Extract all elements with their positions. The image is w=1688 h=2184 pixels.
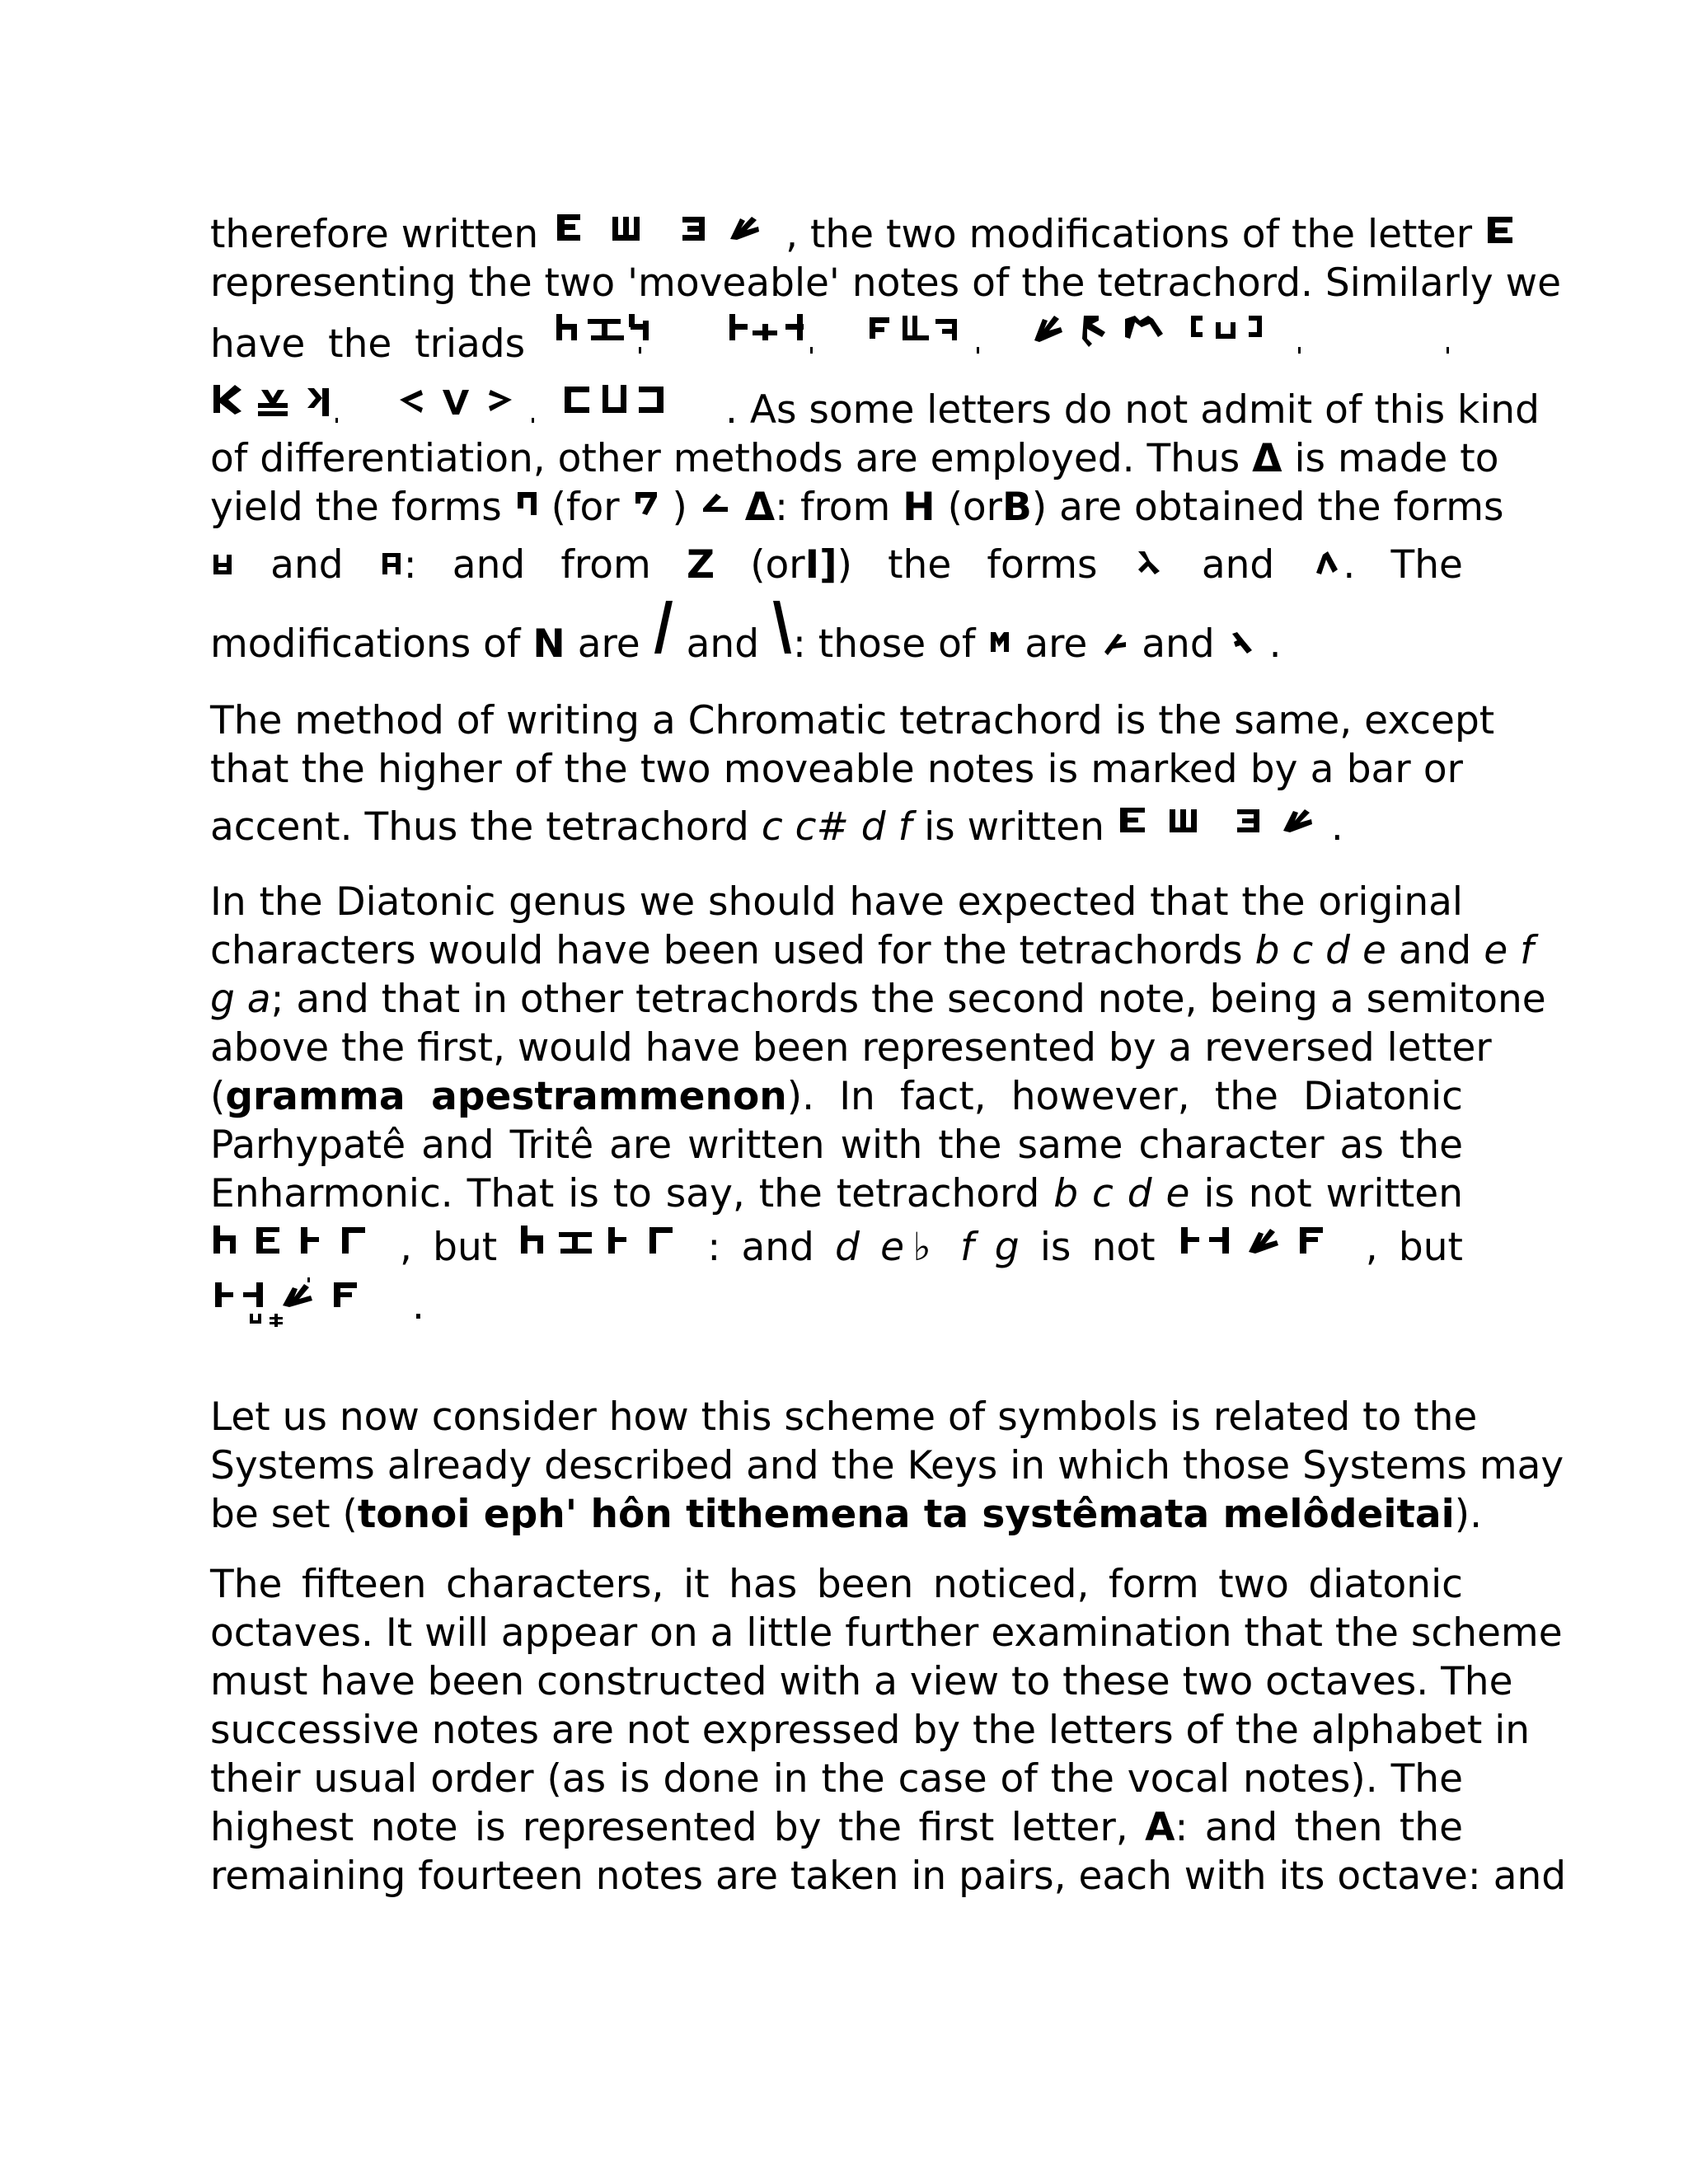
- text: ): [672, 485, 687, 530]
- term-gramma-apestrammenon: gramma apestrammenon: [225, 1074, 787, 1119]
- p1-line-1: [210, 210, 1473, 259]
- p3-line-5: [210, 1072, 1463, 1121]
- p1-line-4: [210, 380, 1540, 434]
- text: modifications of: [210, 621, 521, 667]
- text: : from: [775, 485, 891, 530]
- notation-slash-symbol: [653, 599, 674, 657]
- alpha-letter: A: [1145, 1805, 1175, 1850]
- p5-line-6: [210, 1803, 1463, 1852]
- paragraph-3: [210, 878, 1546, 1335]
- text: are: [577, 621, 640, 667]
- text: therefore written: [210, 212, 539, 257]
- p5-line-3: must have been constructed with a view to these two octaves. The: [210, 1659, 1513, 1704]
- note-f-g: f g: [960, 1225, 1020, 1270]
- p1-line-7: [210, 532, 1463, 599]
- notation-symbol: [1133, 545, 1166, 578]
- p3-line-2: [210, 926, 1534, 975]
- paragraph-1: [210, 210, 1561, 667]
- nu-letter: N: [532, 621, 565, 667]
- p3-line-6: Parhypatê and Tritê are written with the same character as the: [210, 1122, 1463, 1168]
- text: ) are obtained the forms: [1031, 485, 1504, 530]
- delta-letter: Δ: [744, 485, 776, 530]
- text: have the triads: [210, 321, 526, 367]
- text: and: [1201, 542, 1275, 588]
- notation-triads-row: [548, 307, 1463, 357]
- text: accent. Thus the tetrachord: [210, 804, 749, 850]
- notation-symbol: [379, 548, 404, 578]
- text: be set (: [210, 1492, 358, 1537]
- text: of differentiation, other methods are employed. Thus: [210, 436, 1240, 481]
- iota-letter: I]: [804, 542, 837, 588]
- text: are: [1025, 621, 1088, 667]
- text: , but: [400, 1225, 498, 1270]
- note-d: d: [835, 1225, 860, 1270]
- text: . As some letters do not admit of this kind: [724, 387, 1540, 433]
- text: and: [686, 621, 760, 667]
- p5-line-7: remaining fourteen notes are taken in pairs, each with its octave: and: [210, 1854, 1567, 1899]
- text: yield the forms: [210, 485, 502, 530]
- p3-line-3: [210, 975, 1546, 1024]
- text: and: [270, 542, 344, 588]
- p5-line-2: octaves. It will appear on a little further examination that the scheme: [210, 1610, 1563, 1656]
- tetrachord-notes: g a: [210, 977, 271, 1022]
- notation-symbol: [1227, 627, 1257, 657]
- text: (or: [947, 485, 1002, 530]
- tetrachord-notes: c c# d f: [761, 804, 912, 850]
- note-e-flat: e♭: [880, 1225, 940, 1270]
- p4-line-3: [210, 1490, 1483, 1539]
- text: is not written: [1203, 1171, 1464, 1216]
- p3-line-7: [210, 1169, 1463, 1218]
- p5-line-4: successive notes are not expressed by the letters of the alphabet in: [210, 1708, 1531, 1753]
- p3-line-4: above the first, would have been represented by a reversed letter: [210, 1025, 1492, 1071]
- text: : and then the: [1175, 1805, 1464, 1850]
- notation-symbol: [987, 627, 1012, 657]
- notation-symbol-group-with-marks: [210, 1277, 400, 1332]
- text: .: [1330, 804, 1343, 850]
- text: and: [1398, 928, 1472, 973]
- text: .: [411, 1283, 424, 1329]
- p3-line-9: [210, 1277, 1463, 1335]
- text: ; and that in other tetrachords the second note, being a semitone: [270, 977, 1546, 1022]
- notation-backslash-symbol: [771, 599, 793, 657]
- p1-line-6: [210, 483, 1504, 532]
- notation-symbol: [210, 548, 235, 578]
- text: , the two modifications of the letter: [785, 212, 1473, 257]
- text: ) the forms: [837, 542, 1098, 588]
- text: ).: [1454, 1492, 1483, 1537]
- notation-symbol-group: [518, 1221, 707, 1260]
- p2-line-2: that the higher of the two moveable notes is marked by a bar or: [210, 747, 1463, 792]
- text: (: [210, 1074, 226, 1119]
- text: (for: [551, 485, 620, 530]
- p5-line-1: The fifteen characters, it has been noticed, form two diatonic: [210, 1562, 1463, 1607]
- text: is not: [1039, 1225, 1156, 1270]
- text: is made to: [1294, 436, 1499, 481]
- text: . The: [1343, 542, 1463, 588]
- term-tonoi: tonoi eph' hôn tithemena ta systêmata melôdeitai: [357, 1492, 1455, 1537]
- text: highest note is represented by the first letter,: [210, 1805, 1128, 1850]
- text: is written: [924, 804, 1104, 850]
- notation-symbol-group: [1117, 803, 1331, 840]
- text: (or: [750, 542, 805, 588]
- notation-symbol-group: [1176, 1221, 1366, 1260]
- p2-line-1: The method of writing a Chromatic tetrachord is the same, except: [210, 698, 1495, 743]
- paragraph-4: [210, 1393, 1564, 1539]
- text: : and: [707, 1225, 814, 1270]
- notation-symbol: [514, 487, 539, 520]
- text: .: [1268, 621, 1282, 667]
- p3-line-8: [210, 1218, 1463, 1277]
- text: characters would have been used for the tetrachords: [210, 928, 1243, 973]
- notation-triads-row-2: [210, 380, 713, 423]
- notation-symbol-group: [551, 210, 773, 247]
- text: Enharmonic. That is to say, the tetrachord: [210, 1171, 1040, 1216]
- text: : and from: [403, 542, 651, 588]
- zeta-letter: Z: [686, 542, 715, 588]
- p4-line-1: Let us now consider how this scheme of symbols is related to the: [210, 1394, 1478, 1440]
- notation-symbol: [1310, 545, 1343, 578]
- beta-letter: B: [1002, 485, 1032, 530]
- paragraph-5: [210, 1560, 1567, 1900]
- p3-line-1: In the Diatonic genus we should have expected that the original: [210, 879, 1463, 925]
- text: and: [1142, 621, 1215, 667]
- text: : those of: [793, 621, 976, 667]
- p1-line-2: representing the two 'moveable' notes of the tetrachord. Similarly we: [210, 260, 1561, 306]
- tetrachord-notes: e f: [1484, 928, 1534, 973]
- p4-line-2: Systems already described and the Keys in which those Systems may: [210, 1443, 1564, 1488]
- paragraph-2: [210, 696, 1495, 861]
- p1-line-3: [210, 307, 1463, 380]
- notation-symbol-group: [210, 1221, 400, 1260]
- tetrachord-notes: b c d e: [1254, 928, 1386, 973]
- p5-line-5: their usual order (as is done in the case of the vocal notes). The: [210, 1756, 1463, 1802]
- text: ). In fact, however, the Diatonic: [786, 1074, 1463, 1119]
- p1-line-8: [210, 599, 1463, 667]
- delta-letter: Δ: [1252, 436, 1282, 481]
- notation-symbol: [632, 487, 660, 520]
- text: , but: [1365, 1225, 1463, 1270]
- eta-letter: H: [903, 485, 935, 530]
- p1-line-5: [210, 434, 1499, 483]
- notation-symbol: [1484, 214, 1522, 247]
- p2-line-3: [210, 794, 1463, 861]
- notation-symbol: [700, 487, 733, 520]
- tetrachord-notes: b c d e: [1053, 1171, 1190, 1216]
- notation-symbol: [1100, 627, 1129, 657]
